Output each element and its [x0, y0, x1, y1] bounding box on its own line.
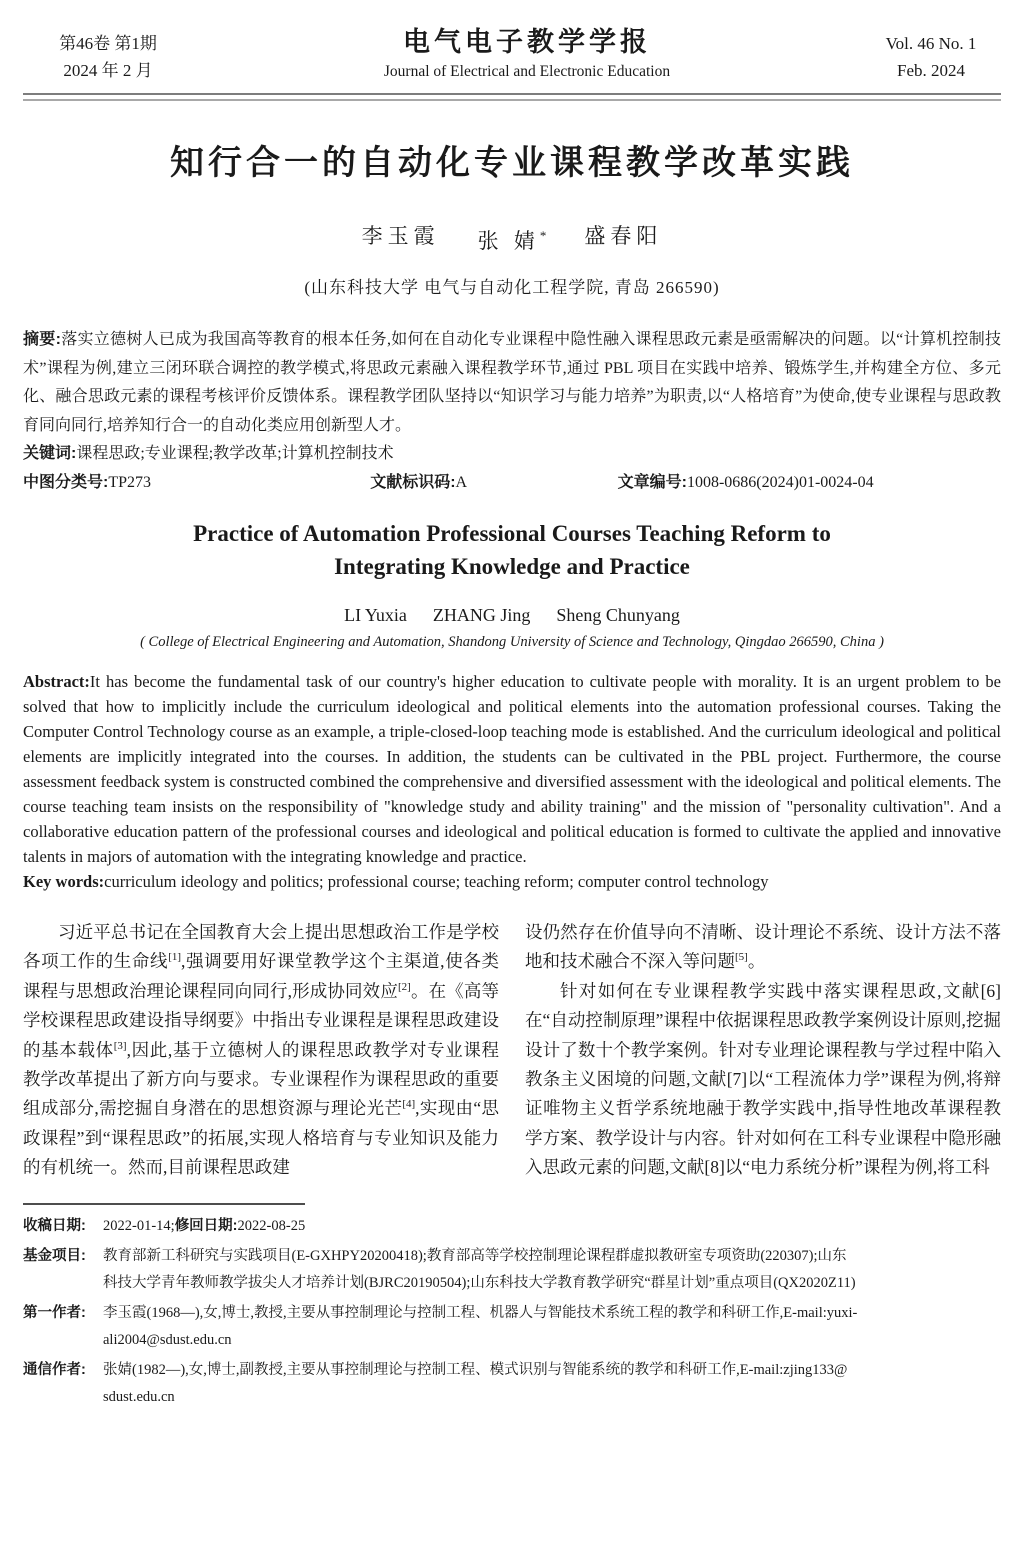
revised-date-value: 2022-08-25 [237, 1217, 306, 1234]
authors-cn [23, 221, 1001, 256]
clc-number [23, 469, 370, 498]
received-date-content [103, 1213, 1001, 1240]
footnotes [23, 1213, 1001, 1411]
affiliation-cn: (山东科技大学 电气与自动化工程学院, 青岛 266590) [304, 278, 720, 297]
article-number-value: 1008-0686(2024)01-0024-04 [686, 473, 874, 491]
clc-value: TP273 [108, 473, 152, 491]
article-number-label: 文章编号: [617, 473, 687, 491]
footnote-first-author [23, 1300, 1001, 1354]
author-name-en: LI Yuxia [344, 605, 407, 625]
abstract-cn [23, 326, 1001, 440]
footnote-divider-rule [23, 1203, 305, 1205]
body-text: ,强调要用好课堂教学这个主渠道,使各类课程与思想政治理论课程同向同行,形成协同效应 [23, 951, 500, 1001]
body-paragraph: 针对如何在专业课程教学实践中落实课程思政,文献[6]在“自动控制原理”课程中依据课程思政教学案例设计原则,挖掘设计了数十个教学案例。针对专业理论课程教与学过程中陷入教条主义困境的问题,文献[7]以“工程流体力学”课程为例,将辩证唯物主义哲学系统地融于教学实践中,指导性地改革课程教学方案、教学设计与内容。针对如何在工科专业课程中隐形融入思政元素的问题,文献[8]以“电力系统分析”课程为例,将工科 [525, 980, 1001, 1178]
journal-header [23, 26, 1001, 84]
author-name-en: Sheng Chunyang [556, 605, 680, 625]
journal-title-en: Journal of Electrical and Electronic Education [383, 63, 671, 80]
volume-issue-en: Vol. 46 No. 1 [885, 34, 977, 53]
author-name: 盛春阳 [584, 224, 663, 248]
fund-project-label: 基金项目: [23, 1247, 86, 1264]
article-title-cn: 知行合一的自动化专业课程教学改革实践 [170, 145, 854, 182]
article-title-en-line1: Practice of Automation Professional Courses Teaching Reform to [193, 521, 831, 546]
abstract-en [23, 669, 1001, 869]
keywords-label-cn: 关键词: [23, 445, 77, 462]
body-text: 。在《高等学校课程思政建设指导纲要》中指出专业课程是课程思政建设的基本载体 [23, 980, 499, 1060]
citation-ref: [3] [113, 1039, 127, 1052]
abstract-text-cn: 落实立德树人已成为我国高等教育的根本任务,如何在自动化专业课程中隐性融入课程思政元素是亟需解决的问题。以“计算机控制技术”课程为例,建立三闭环联合调控的教学模式,将思政元素融入课程教学环节,通过 PBL 项目在实践中培养、锻炼学生,并构建全方位、多元化、融合思政元素的课程考核评价反馈体系。课程教学团队坚持以“知识学习与能力培养”为职责,以“人格培育”为使命,使专业课程与思政教育同向同行,培养知行合一的自动化类应用创新型人才。 [23, 331, 1001, 434]
authors-en [23, 603, 1001, 627]
citation-ref: [2] [397, 980, 411, 993]
abstract-label-en: Abstract: [23, 672, 90, 691]
received-date-label: 收稿日期: [23, 1217, 86, 1234]
footnote-received-date [23, 1213, 1001, 1240]
body-columns [23, 918, 1001, 1183]
first-author-line: ali2004@sdust.edu.cn [103, 1331, 232, 1348]
author-name-text: 张 婧 [477, 229, 540, 253]
article-number [618, 469, 1001, 498]
citation-ref: [1] [168, 951, 182, 964]
first-author-line: 李玉霞(1968—),女,博士,教授,主要从事控制理论与控制工程、机器人与智能技术系统工程的教学和科研工作,E-mail:yuxi- [103, 1304, 858, 1321]
document-code-value: A [455, 473, 468, 491]
header-divider-rule [23, 93, 1001, 101]
corresponding-author-mark: * [539, 228, 547, 243]
author-name: 李玉霞 [361, 224, 440, 248]
date-cn: 2024 年 2 月 [63, 61, 153, 80]
body-text: 习近平总书记在全国教育大会上提出思想政治工作是学校各项工作的生命线 [23, 922, 499, 972]
document-code-label: 文献标识码: [370, 473, 456, 491]
body-text: ,因此,基于立德树人的课程思政教学对专业课程教学改革提出了新方向与要求。专业课程作为课程思政的重要组成部分,需挖掘自身潜在的思想资源与理论光芒 [23, 1039, 500, 1119]
first-author-label: 第一作者: [23, 1304, 86, 1321]
abstract-label-cn: 摘要: [23, 331, 61, 348]
journal-title-cn: 电气电子教学学报 [403, 27, 651, 57]
fund-project-content [103, 1243, 1001, 1297]
body-text: 。 [747, 951, 766, 972]
footnote-fund-project [23, 1243, 1001, 1297]
left-column [23, 918, 499, 1183]
keywords-en [23, 869, 1001, 894]
body-paragraph [23, 918, 499, 1183]
corresponding-author-line: 张婧(1982—),女,博士,副教授,主要从事控制理论与控制工程、模式识别与智能系统的教学和科研工作,E-mail:zjing133@ [103, 1361, 848, 1378]
document-code [370, 469, 617, 498]
issue-info-cn [23, 30, 193, 84]
author-name [478, 221, 547, 256]
fund-project-line: 教育部新工科研究与实践项目(E-GXHPY20200418);教育部高等学校控制理论课程群虚拟教研室专项资助(220307);山东 [103, 1247, 847, 1264]
journal-title-block [193, 26, 861, 83]
corresponding-author-label: 通信作者: [23, 1361, 86, 1378]
keywords-label-en: Key words: [23, 872, 105, 891]
article-title-en-line2: Integrating Knowledge and Practice [334, 554, 690, 579]
clc-row [23, 469, 1001, 498]
fund-project-line: 科技大学青年教师教学拔尖人才培养计划(BJRC20190504);山东科技大学教育教学研究“群星计划”重点项目(QX2020Z11) [103, 1274, 856, 1291]
corresponding-author-content [103, 1357, 1001, 1411]
issue-info-en [861, 30, 1001, 84]
citation-ref: [4] [402, 1098, 416, 1111]
keywords-text-cn: 课程思政;专业课程;教学改革;计算机控制技术 [76, 445, 394, 462]
volume-issue-cn: 第46卷 第1期 [59, 34, 157, 53]
article-title-en [23, 517, 1001, 583]
author-name-en: ZHANG Jing [432, 605, 531, 625]
body-text: ,实现由“思政课程”到“课程思政”的拓展,实现人格培育与专业知识及能力的有机统一。然而,目前课程思政建 [23, 1098, 499, 1178]
affiliation-en: ( College of Electrical Engineering and Automation, Shandong University of Science and Technology, Qingdao 266590, China ) [140, 634, 884, 650]
body-text: 设仍然存在价值导向不清晰、设计理论不系统、设计方法不落地和技术融合不深入等问题 [525, 922, 1001, 972]
corresponding-author-line: sdust.edu.cn [103, 1388, 175, 1405]
footnote-corresponding-author [23, 1357, 1001, 1411]
first-author-content [103, 1300, 1001, 1354]
keywords-text-en: curriculum ideology and politics; professional course; teaching reform; computer control technology [104, 872, 769, 891]
abstract-text-en: It has become the fundamental task of our country's higher education to cultivate people with morality. It is an urgent problem to be solved that how to implicitly include the curriculum ideological and political elements into the automation professional courses. Taking the Computer Control Technology course as an example, a triple-closed-loop teaching mode is established. And the curriculum ideological and political elements are implicitly integrated into the courses. In addition, the students can be cultivated in the PBL project. Furthermore, the course assessment feedback system is constructed combined the comprehensive and diversified assessment with the ideological and political elements. The course teaching team insists on the responsibility of "knowledge study and ability training" and the mission of "personality cultivation". And a collaborative education pattern of the professional courses and ideological and political education is formed to cultivate the applied and innovative talents in majors of automation with the integrating knowledge and practice. [23, 672, 1001, 866]
keywords-cn [23, 440, 1001, 469]
date-en: Feb. 2024 [897, 61, 965, 80]
right-column [525, 918, 1001, 1183]
body-paragraph [525, 918, 1001, 977]
received-date-value: 2022-01-14; [103, 1217, 175, 1234]
revised-date-label: 修回日期: [174, 1217, 238, 1234]
clc-label: 中图分类号: [23, 473, 109, 491]
citation-ref: [5] [735, 951, 748, 964]
